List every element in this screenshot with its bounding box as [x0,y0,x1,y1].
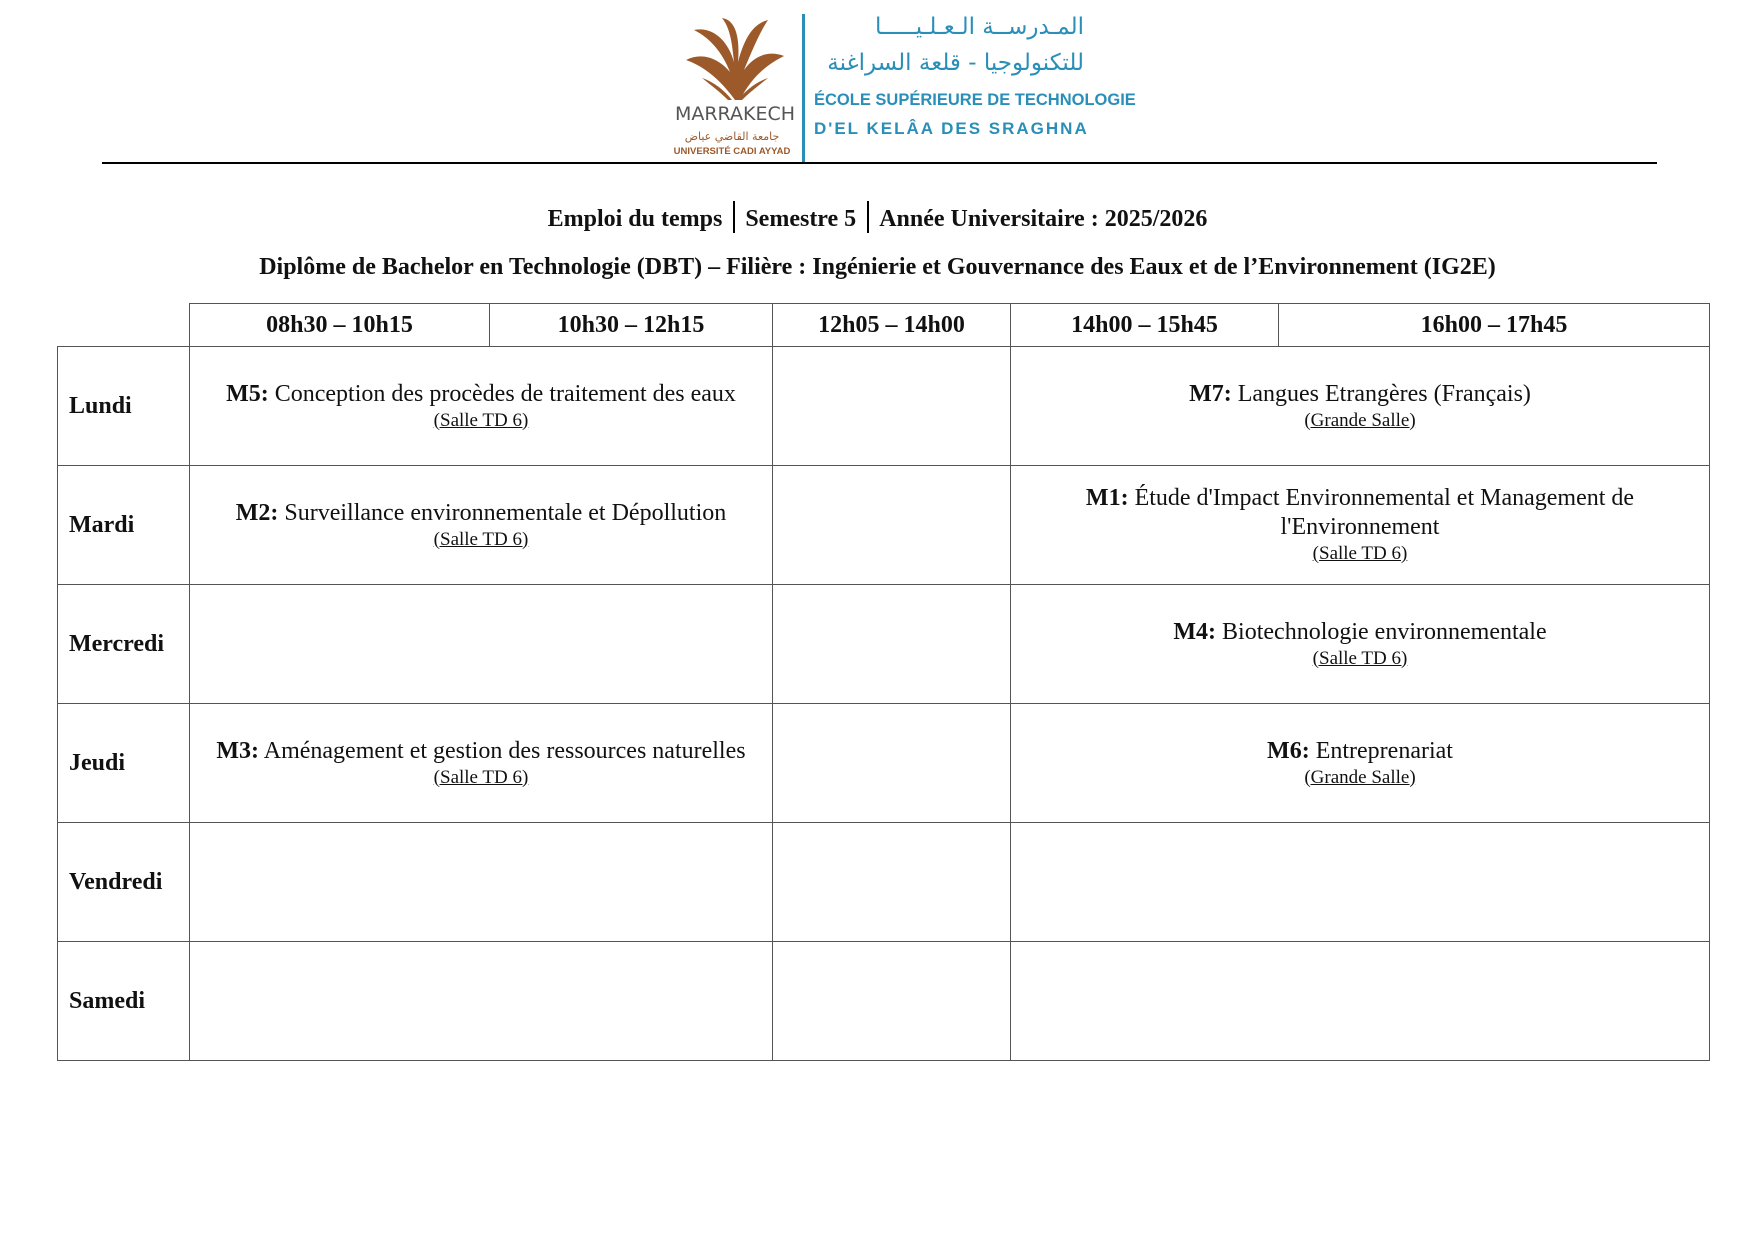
course-room: (Grande Salle) [1304,766,1416,788]
slot-header: 14h00 – 15h45 [1011,304,1279,347]
course-title: Biotechnologie environnementale [1222,618,1547,645]
course-cell [1011,585,1710,704]
title-part-schedule: Emploi du temps [547,206,723,232]
day-row [58,823,1710,942]
empty-cell [190,585,773,704]
empty-cell [773,823,1011,942]
empty-cell [1011,942,1710,1061]
course-room: (Grande Salle) [1304,409,1416,431]
school-name-ar-line2: للتكنولوجيا - قلعة السراغنة [827,50,1084,76]
day-row [58,704,1710,823]
slot-header: 08h30 – 10h15 [190,304,490,347]
course-room: (Salle TD 6) [433,409,529,431]
document-title [0,201,1755,233]
document-subtitle: Diplôme de Bachelor en Technologie (DBT) – Filière : Ingénierie et Gouvernance des Eaux et de l’Environnement (IG2E) [259,254,1496,280]
timetable-header-row [58,304,1710,347]
slot-header: 10h30 – 12h15 [490,304,773,347]
title-divider [867,201,869,233]
day-name: Lundi [58,347,190,466]
school-name-fr-line2: D'EL KELÂA DES SRAGHNA [814,119,1089,138]
empty-cell [1011,823,1710,942]
course-title: Entreprenariat [1315,737,1453,764]
course-code: M6: [1267,737,1310,764]
course-room: (Salle TD 6) [1312,543,1408,564]
course-room: (Salle TD 6) [433,528,529,550]
day-name: Samedi [58,942,190,1061]
course-room: (Salle TD 6) [433,766,529,788]
course-room: (Salle TD 6) [1312,647,1408,669]
empty-cell [773,704,1011,823]
title-part-year: Année Universitaire : 2025/2026 [879,206,1208,232]
palm-logo-icon [672,12,798,160]
course-cell [190,466,773,585]
course-title: Aménagement et gestion des ressources naturelles [263,737,746,764]
logo-city-text: MARRAKECH [674,103,796,125]
course-cell [190,347,773,466]
title-divider [733,201,735,233]
slot-header: 12h05 – 14h00 [773,304,1011,347]
day-row [58,347,1710,466]
timetable [57,303,1710,1061]
day-name: Mercredi [58,585,190,704]
course-cell [1011,466,1710,585]
school-name-ar-line1: المـدرســة الـعـلـيـــــا [875,14,1084,40]
day-row [58,585,1710,704]
logo-university-ar: جامعة القاضي عياض [684,130,780,143]
header-corner [58,304,190,347]
course-title: Langues Etrangères (Français) [1237,380,1531,407]
title-part-semester: Semestre 5 [745,206,857,232]
logo-university-fr: UNIVERSITÉ CADI AYYAD [673,146,791,157]
course-code: M4: [1173,618,1217,645]
course-title: Étude d'Impact Environnemental et Management de l'Environnement [1134,485,1635,540]
course-code: M5: [226,380,269,407]
school-name-fr-line1: ÉCOLE SUPÉRIEURE DE TECHNOLOGIE [814,91,1136,109]
logo-separator [802,14,805,162]
day-name: Mardi [58,466,190,585]
course-title: Conception des procèdes de traitement des eaux [274,380,736,407]
empty-cell [773,942,1011,1061]
empty-cell [773,585,1011,704]
course-code: M1: [1085,485,1129,511]
header-rule [102,162,1657,164]
university-logo [672,12,798,160]
day-row [58,942,1710,1061]
course-title: Surveillance environnementale et Dépollution [284,499,727,526]
header [0,8,1755,158]
day-name: Vendredi [58,823,190,942]
empty-cell [190,942,773,1061]
day-row [58,466,1710,585]
empty-cell [190,823,773,942]
slot-header: 16h00 – 17h45 [1279,304,1710,347]
empty-cell [773,466,1011,585]
course-code: M7: [1189,380,1232,407]
day-name: Jeudi [58,704,190,823]
course-code: M2: [235,499,279,526]
course-cell [1011,347,1710,466]
course-cell [1011,704,1710,823]
empty-cell [773,347,1011,466]
course-cell [190,704,773,823]
course-code: M3: [216,737,260,764]
school-name [814,10,1136,144]
